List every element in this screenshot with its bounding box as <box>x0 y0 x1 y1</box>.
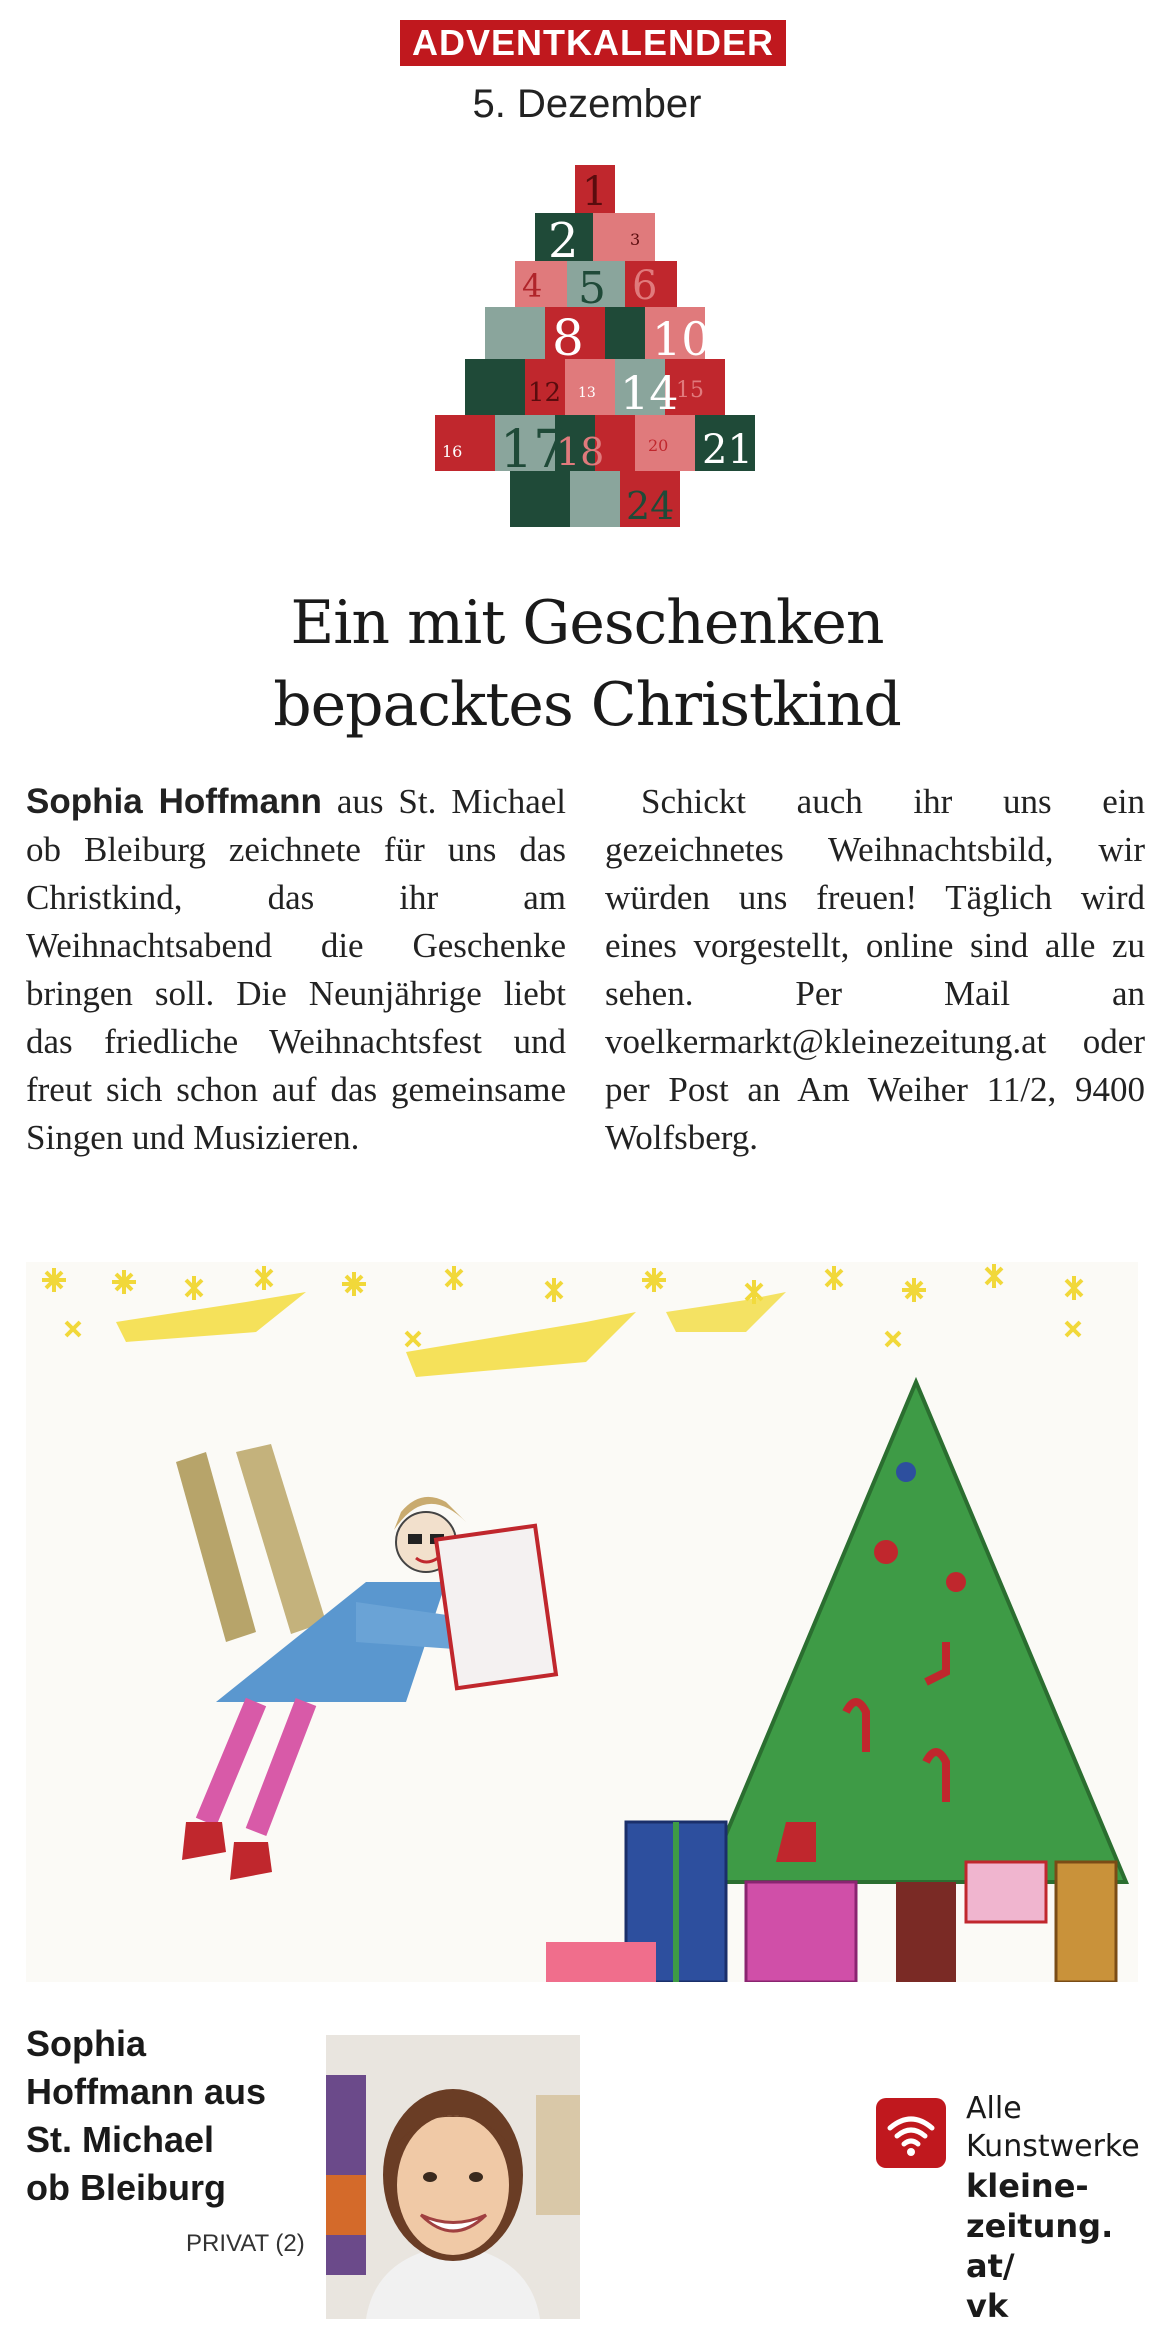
tree-number: 24 <box>626 484 675 528</box>
tree-number: 20 <box>648 436 669 455</box>
caption-line: Sophia <box>26 2023 147 2064</box>
wifi-icon <box>876 2098 946 2168</box>
article-text: Schickt auch ihr uns ein gezeichnetes Weihnachtsbild, wir würden uns freuen! Täglich wird eines vorgestellt, online sind alle zu sehen. Per Mail an voelkermarkt@kleinezeitung.at oder per Post an Am Weiher 11/2, 9400 Wolfsberg. <box>605 782 1145 1157</box>
child-drawing-image <box>26 1262 1138 1982</box>
tree-number: 17 <box>500 420 567 480</box>
promo-link-line[interactable]: vk <box>966 2287 1009 2325</box>
date-line: 5. Dezember <box>472 82 702 126</box>
tree-number: 10 <box>652 312 711 366</box>
promo-box <box>966 2090 1166 2326</box>
tree-number: 1 <box>582 169 608 215</box>
caption-line: ob Bleiburg <box>26 2167 226 2208</box>
tree-number: 18 <box>556 430 605 474</box>
photo-caption <box>26 2020 306 2212</box>
tree-number: 6 <box>632 263 658 309</box>
promo-lead-line: Kunstwerke <box>966 2129 1140 2164</box>
portrait-photo <box>326 2035 580 2319</box>
article-text: aus St. Michael ob Bleiburg zeichnete für uns das Christkind, das ihr am Weihnachtsabend die Geschenke bringen soll. Die Neunjährige liebt das friedliche Weihnachtsfest und freut sich schon auf das gemeinsame Singen und Musizieren. <box>26 782 566 1157</box>
promo-lead-line: Alle <box>966 2091 1022 2126</box>
headline-line: bepacktes Christkind <box>273 670 901 740</box>
tree-number: 12 <box>528 378 562 408</box>
article-column-right <box>605 778 1145 1162</box>
tree-number: 13 <box>578 385 596 401</box>
section-kicker: ADVENTKALENDER <box>400 20 786 66</box>
promo-link-line[interactable]: zeitung.at/ <box>966 2207 1114 2285</box>
article-headline <box>0 582 1174 746</box>
advent-calendar-tree-graphic <box>420 165 770 565</box>
article-column-left <box>26 778 566 1162</box>
tree-number: 15 <box>676 378 704 403</box>
tree-number: 14 <box>620 366 679 420</box>
promo-link-line[interactable]: kleine- <box>966 2167 1089 2205</box>
caption-line: St. Michael <box>26 2119 215 2160</box>
tree-number: 5 <box>578 263 606 314</box>
tree-number: 21 <box>702 427 753 473</box>
author-name: Sophia Hoffmann <box>26 782 322 821</box>
tree-number: 2 <box>548 213 579 269</box>
headline-line: Ein mit Geschenken <box>290 588 884 658</box>
caption-line: Hoffmann aus <box>26 2071 267 2112</box>
tree-number: 16 <box>442 442 463 461</box>
tree-number: 3 <box>630 230 641 249</box>
tree-number: 8 <box>552 309 584 367</box>
photo-credit: PRIVAT (2) <box>186 2230 305 2257</box>
tree-number: 4 <box>522 267 543 305</box>
